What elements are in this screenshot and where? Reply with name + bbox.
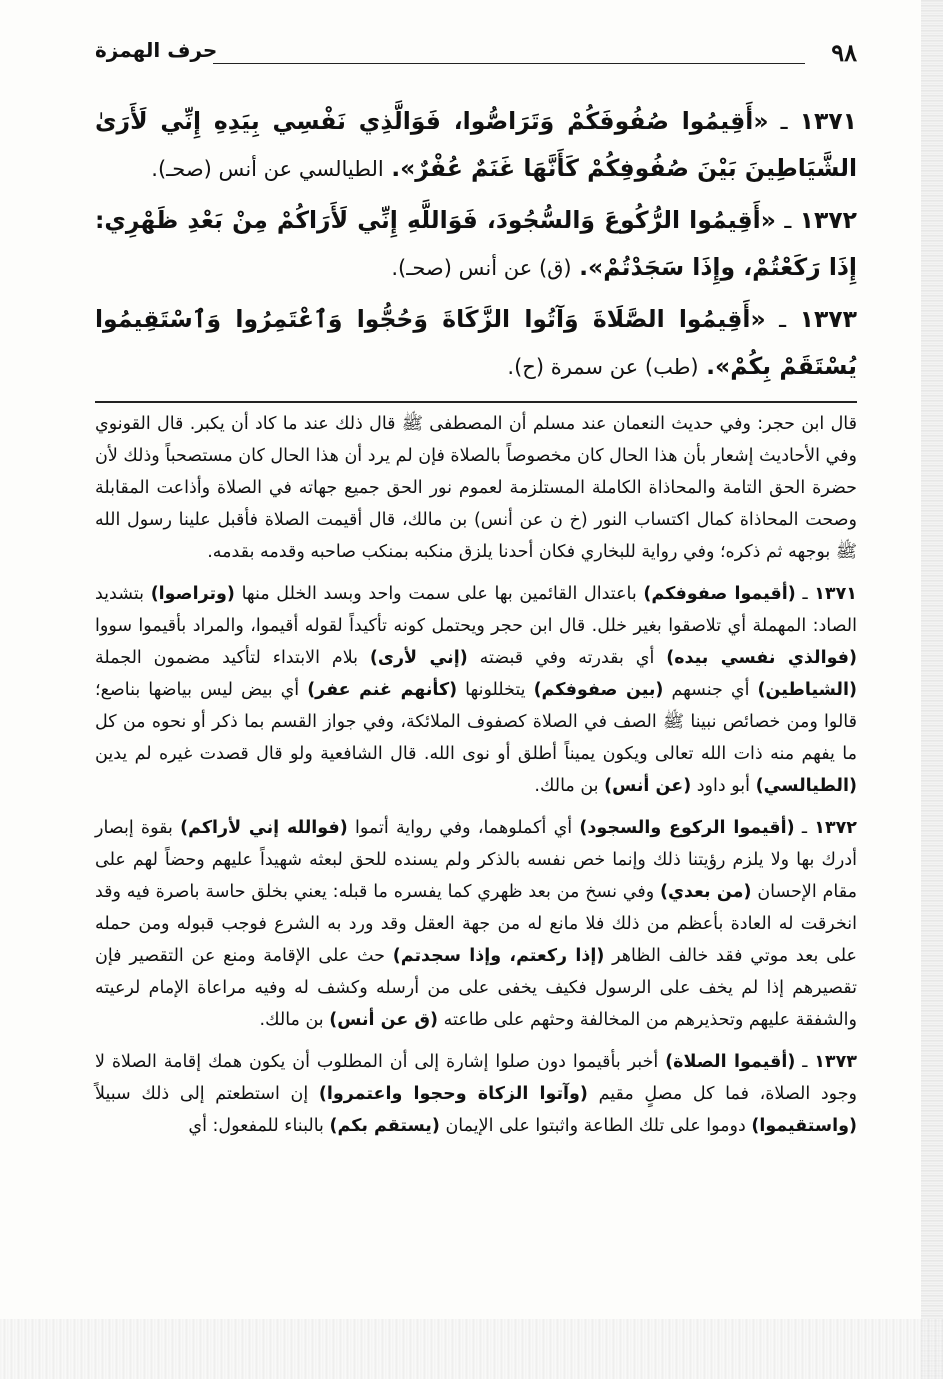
bold-quote: (وتراصوا) <box>150 584 235 604</box>
commentary-1371 <box>95 578 857 802</box>
hadith-source: (ق) عن أنس (صحـ). <box>391 256 572 280</box>
hadith-section <box>95 98 857 395</box>
commentary-text: أي بقدرته وفي قبضته <box>467 648 667 668</box>
bold-quote: (الطيالسي) <box>755 776 857 796</box>
hadith-source: (طب) عن سمرة (ح). <box>507 355 699 379</box>
commentary-body <box>95 584 857 796</box>
page-number: ٩٨ <box>831 38 857 67</box>
bold-quote: (عن أنس) <box>604 776 692 796</box>
bold-quote: (فوالله إني لأراكم) <box>180 818 348 838</box>
bold-quote: (الشياطين) <box>757 680 857 700</box>
commentary-intro: قال ابن حجر: وفي حديث النعمان عند مسلم أن المصطفى ﷺ قال ذلك عند ما كاد أن يكبر. قال القونوي وفي الأحاديث إشعار بأن هذا الحال كان مخصوصاً بالصلاة فإن لم يرد أن هذا الحال كان مستصحباً وذلك لأن حضرة الحق التامة والمحاذاة الكاملة المستلزمة لعموم نور الحق جميع جهاته في الصلاة وأذاعت المقابلة وصحت المحاذاة كمال اكتساب النور (خ ن عن أنس) بن مالك، قال أقيمت الصلاة فأقبل علينا رسول الله ﷺ بوجهه ثم ذكره؛ وفي رواية للبخاري فكان أحدنا يلزق منكبه بمنكب صاحبه وقدمه بقدمه. <box>95 414 857 562</box>
hadith-number: ١٣٧١ <box>799 107 857 135</box>
commentary-text: أي أكملوهما، وفي رواية أتموا <box>347 818 580 838</box>
commentary-text: أي بيض ليس بياضها بناصع؛ قالوا ومن خصائص نبينا ﷺ الصف في الصلاة كصفوف الملائكة، وفي جواز القسم بما ذكر أو نحوه من كل ما يفهم منه ذات الله تعالى ويكون يميناً أطلق أو نوى الله. قال الشافعية ولو قال قصدت غيره لم يدين <box>95 680 857 764</box>
hadith-1373: ١٣٧٣ ـ «أَقِيمُوا الصَّلَاةَ وَآتُوا الزَّكَاةَ وَحُجُّوا وَٱعْتَمِرُوا وَٱسْتَقِيمُوا يُسْتَقَمْ بِكُمْ». (طب) عن سمرة (ح). <box>95 305 857 380</box>
hadith-source: الطيالسي عن أنس (صحـ). <box>151 157 384 181</box>
hadith-1372: ١٣٧٢ ـ «أَقِيمُوا الرُّكُوعَ وَالسُّجُودَ، فَوَاللَّهِ إِنِّي لَأَرَاكُمْ مِنْ بَعْدِ ظَهْرِي: إِذَا رَكَعْتُمْ، وإِذَا سَجَدْتُمْ». (ق) عن أنس (صحـ). <box>95 206 857 281</box>
commentary-section <box>95 408 857 1152</box>
commentary-body <box>95 1052 857 1136</box>
commentary-text: بتشديد الصاد: المهملة أي تلاصقوا بغير خلل. قال ابن حجر ويحتمل كونه تأكيداً لقوله أقيموا، والمراد بأقيموا سووا <box>95 584 857 636</box>
bold-quote: (واستقيموا) <box>751 1116 857 1136</box>
bold-quote: (من بعدي) <box>660 882 752 902</box>
commentary-text: أخبر بأقيموا دون صلوا إشارة إلى أن المطلوب أن يكون همك إقامة الصلاة لا وجود الصلاة، فما كل مصلٍ مقيم <box>95 1052 857 1104</box>
bold-quote: (بين صفوفكم) <box>533 680 664 700</box>
hadith-number: ١٣٧٣ <box>799 305 857 333</box>
commentary-text: بقوة إبصار أدرك بها ولا يلزم رؤيتنا ذلك وإنما خص نفسه بالذكر ولم يسنده للحق لبعثه شهيداً عليهم وحضاً لهم على مقام الإحسان <box>95 818 857 902</box>
footnote-divider <box>95 401 857 403</box>
commentary-text: بالبناء للمفعول: أي <box>188 1116 330 1136</box>
bold-quote: (أقيموا صفوفكم) <box>643 584 796 604</box>
commentary-number: ١٣٧١ <box>814 584 857 604</box>
hadith-text: «أَقِيمُوا الصَّلَاةَ وَآتُوا الزَّكَاةَ وَحُجُّوا وَٱعْتَمِرُوا وَٱسْتَقِيمُوا يُسْتَقَمْ بِكُمْ». <box>95 305 857 380</box>
commentary-number: ١٣٧٣ <box>814 1052 857 1072</box>
bold-quote: (ق عن أنس) <box>329 1010 439 1030</box>
commentary-text: بلام الابتداء لتأكيد مضمون الجملة <box>95 648 370 668</box>
bold-quote: (يستقم بكم) <box>329 1116 440 1136</box>
commentary-text: ـ <box>795 1052 815 1072</box>
page-edge-bottom <box>0 1319 943 1379</box>
bold-quote: (أقيموا الصلاة) <box>665 1052 796 1072</box>
hadith-1371: ١٣٧١ ـ «أَقِيمُوا صُفُوفَكُمْ وَتَرَاصُّوا، فَوَالَّذِي نَفْسِي بِيَدِهِ إِنِّي لَأَرَىٰ الشَّيَاطِينَ بَيْنَ صُفُوفِكُمْ كَأَنَّهَا غَنَمٌ عُفْرٌ». الطيالسي عن أنس (صحـ). <box>95 107 857 182</box>
commentary-text: إن استطعتم إلى ذلك سبيلاً <box>95 1084 319 1104</box>
commentary-1372 <box>95 812 857 1036</box>
hadith-number: ١٣٧٢ <box>799 206 857 234</box>
commentary-text: بن مالك. <box>259 1010 330 1030</box>
running-title: حرف الهمزة <box>95 38 218 62</box>
commentary-text: أي جنسهم <box>663 680 758 700</box>
commentary-text: بن مالك. <box>534 776 605 796</box>
commentary-text: باعتدال القائمين بها على سمت واحد وبسد الخلل منها <box>234 584 644 604</box>
commentary-text: حث على الإقامة ومنع عن التقصير فإن تقصيرهم إذا لم يخف على الرسول فكيف يخفى على من أرسله وكشف له وفيه مراعاة الإمام لرعيته والشفقة عليهم وتحذيرهم من المخالفة وحثهم على طاعته <box>95 946 857 1030</box>
commentary-text: ـ <box>795 584 815 604</box>
bold-quote: (إذا ركعتم، وإذا سجدتم) <box>392 946 605 966</box>
commentary-text: أبو داود <box>691 776 756 796</box>
bold-quote: (وآتوا الزكاة وحجوا واعتمروا) <box>318 1084 588 1104</box>
hadith-text: «أَقِيمُوا الرُّكُوعَ وَالسُّجُودَ، فَوَاللَّهِ إِنِّي لَأَرَاكُمْ مِنْ بَعْدِ ظَهْرِي: إِذَا رَكَعْتُمْ، وإِذَا سَجَدْتُمْ». <box>95 206 857 281</box>
commentary-text: ـ <box>794 818 815 838</box>
bold-quote: (فوالذي نفسي بيده) <box>666 648 857 668</box>
page-header <box>95 38 857 78</box>
commentary-text: دوموا على تلك الطاعة واثبتوا على الإيمان <box>439 1116 752 1136</box>
bold-quote: (أقيموا الركوع والسجود) <box>579 818 795 838</box>
commentary-number: ١٣٧٢ <box>814 818 857 838</box>
commentary-1373 <box>95 1046 857 1142</box>
bold-quote: (إني لأرى) <box>369 648 468 668</box>
header-rule <box>213 63 805 64</box>
commentary-text: يتخللونها <box>457 680 534 700</box>
bold-quote: (كأنهم غنم عفر) <box>307 680 458 700</box>
commentary-text: وفي نسخ من بعد ظهري كما يفسره ما قبله: يعني بخلق حاسة باصرة فيه وقد انخرقت له العادة بأعظم من ذلك فلا مانع له من جهة العقل وقد ورد به الشرع فوجب قبوله ومن حمله على بعد موتي فقد خالف الظاهر <box>95 882 857 966</box>
hadith-text: «أَقِيمُوا صُفُوفَكُمْ وَتَرَاصُّوا، فَوَالَّذِي نَفْسِي بِيَدِهِ إِنِّي لَأَرَىٰ الشَّيَاطِينَ بَيْنَ صُفُوفِكُمْ كَأَنَّهَا غَنَمٌ عُفْرٌ». <box>95 107 857 182</box>
commentary-body <box>95 818 857 1030</box>
page-edge-right <box>921 0 943 1379</box>
